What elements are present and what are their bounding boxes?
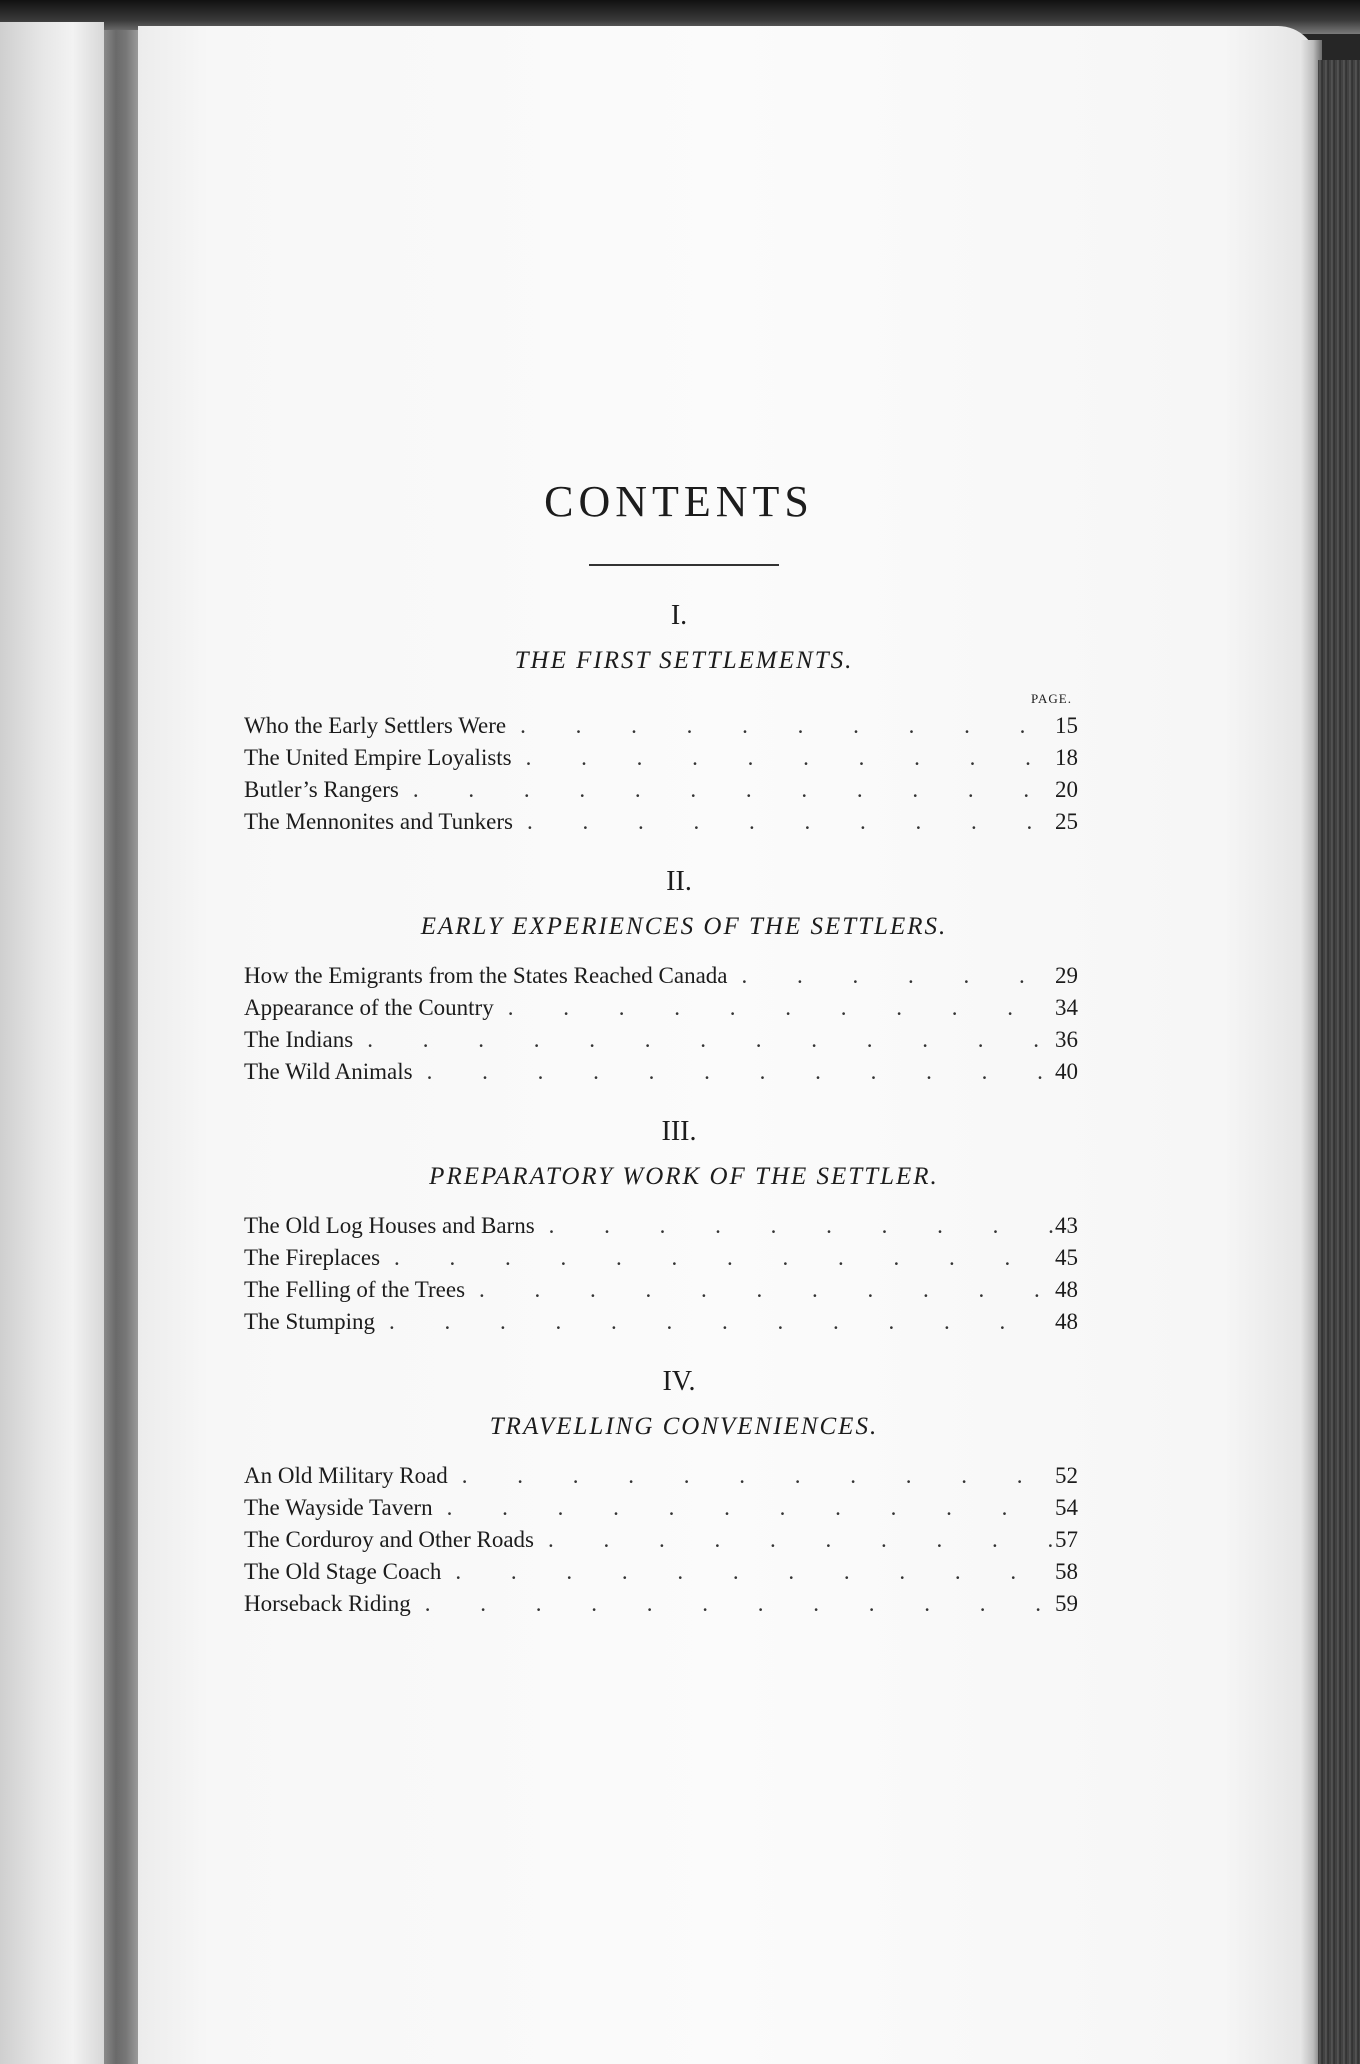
entry-title: The Stumping <box>244 1309 375 1334</box>
toc-entry <box>244 806 1084 838</box>
entry-page-number: 15 <box>1055 713 1078 738</box>
entry-page-number: 57 <box>1055 1527 1078 1552</box>
toc-entry <box>244 742 1084 774</box>
dot-leader <box>380 1242 1055 1274</box>
section-number: II. <box>666 866 692 897</box>
left-page <box>0 22 104 2064</box>
dot-leader <box>535 1210 1055 1242</box>
entry-title: Horseback Riding <box>244 1591 411 1616</box>
entry-list <box>244 1460 1084 1620</box>
section-heading: THE FIRST SETTLEMENTS. <box>514 647 854 674</box>
section-heading: TRAVELLING CONVENIENCES. <box>489 1413 879 1440</box>
entry-title: The Corduroy and Other Roads <box>244 1527 534 1552</box>
dot-leader <box>512 742 1055 774</box>
title-rule <box>589 564 779 566</box>
entry-title: An Old Military Road <box>244 1463 448 1488</box>
book-gutter <box>104 30 138 2064</box>
entry-page-number: 36 <box>1055 1027 1078 1052</box>
dot-leader <box>534 1524 1055 1556</box>
entry-title: The Indians <box>244 1027 354 1052</box>
entry-list <box>244 710 1084 838</box>
toc-entry <box>244 1274 1084 1306</box>
entry-page-number: 20 <box>1055 777 1078 802</box>
toc-entry <box>244 774 1084 806</box>
dot-leader <box>375 1306 1055 1338</box>
entry-list <box>244 1210 1084 1338</box>
page-column-label: PAGE. <box>1030 691 1072 706</box>
entry-page-number: 43 <box>1055 1213 1078 1238</box>
toc-section-4 <box>244 1366 1084 1620</box>
section-number: I. <box>670 600 688 631</box>
toc-entry <box>244 1524 1084 1556</box>
dot-leader <box>506 710 1055 742</box>
entry-page-number: 18 <box>1055 745 1078 770</box>
dot-leader <box>353 1024 1055 1056</box>
toc-entry <box>244 1556 1084 1588</box>
entry-title: Who the Early Settlers Were <box>244 713 507 738</box>
toc-entry <box>244 1492 1084 1524</box>
dot-leader <box>413 1056 1055 1088</box>
dot-leader <box>448 1460 1055 1492</box>
toc-section-1 <box>244 600 1084 838</box>
entry-title: The Felling of the Trees <box>244 1277 466 1302</box>
entry-page-number: 48 <box>1055 1277 1078 1302</box>
entry-title: The Wild Animals <box>244 1059 413 1084</box>
entry-page-number: 48 <box>1055 1309 1078 1334</box>
entry-title: Butler’s Rangers <box>244 777 399 802</box>
entry-page-number: 40 <box>1055 1059 1078 1084</box>
table-of-contents <box>244 478 1084 1620</box>
entry-list <box>244 960 1084 1088</box>
toc-entry <box>244 960 1084 992</box>
toc-entry <box>244 1210 1084 1242</box>
entry-page-number: 34 <box>1055 995 1078 1020</box>
dot-leader <box>465 1274 1055 1306</box>
entry-page-number: 54 <box>1055 1495 1078 1520</box>
toc-entry <box>244 992 1084 1024</box>
entry-title: The Old Log Houses and Barns <box>244 1213 535 1238</box>
dot-leader <box>441 1556 1055 1588</box>
entry-page-number: 29 <box>1055 963 1078 988</box>
toc-entry <box>244 1024 1084 1056</box>
toc-entry <box>244 1460 1084 1492</box>
dot-leader <box>411 1588 1055 1620</box>
dot-leader <box>494 992 1055 1024</box>
entry-page-number: 58 <box>1055 1559 1078 1584</box>
toc-section-2 <box>244 866 1084 1088</box>
dot-leader <box>433 1492 1055 1524</box>
entry-title: The Mennonites and Tunkers <box>244 809 513 834</box>
entry-title: Appearance of the Country <box>244 995 494 1020</box>
section-heading: EARLY EXPERIENCES OF THE SETTLERS. <box>420 913 948 940</box>
toc-entry <box>244 1588 1084 1620</box>
entry-title: The Wayside Tavern <box>244 1495 433 1520</box>
dot-leader <box>513 806 1055 838</box>
toc-entry <box>244 1056 1084 1088</box>
dot-leader <box>399 774 1055 806</box>
toc-entry <box>244 1306 1084 1338</box>
entry-page-number: 25 <box>1055 809 1078 834</box>
page-title: CONTENTS <box>544 477 814 526</box>
section-heading: PREPARATORY WORK OF THE SETTLER. <box>429 1163 939 1190</box>
entry-page-number: 59 <box>1055 1591 1078 1616</box>
section-number: III. <box>661 1116 697 1147</box>
entry-page-number: 45 <box>1055 1245 1078 1270</box>
entry-title: The Old Stage Coach <box>244 1559 442 1584</box>
fore-edge <box>1318 60 1360 2064</box>
section-number: IV. <box>662 1366 696 1397</box>
entry-title: The United Empire Loyalists <box>244 745 512 770</box>
toc-entry <box>244 1242 1084 1274</box>
toc-section-3 <box>244 1116 1084 1338</box>
entry-title: How the Emigrants from the States Reached Canada <box>244 963 728 988</box>
entry-title: The Fireplaces <box>244 1245 381 1270</box>
dot-leader <box>728 960 1056 992</box>
entry-page-number: 52 <box>1055 1463 1078 1488</box>
toc-entry <box>244 710 1084 742</box>
